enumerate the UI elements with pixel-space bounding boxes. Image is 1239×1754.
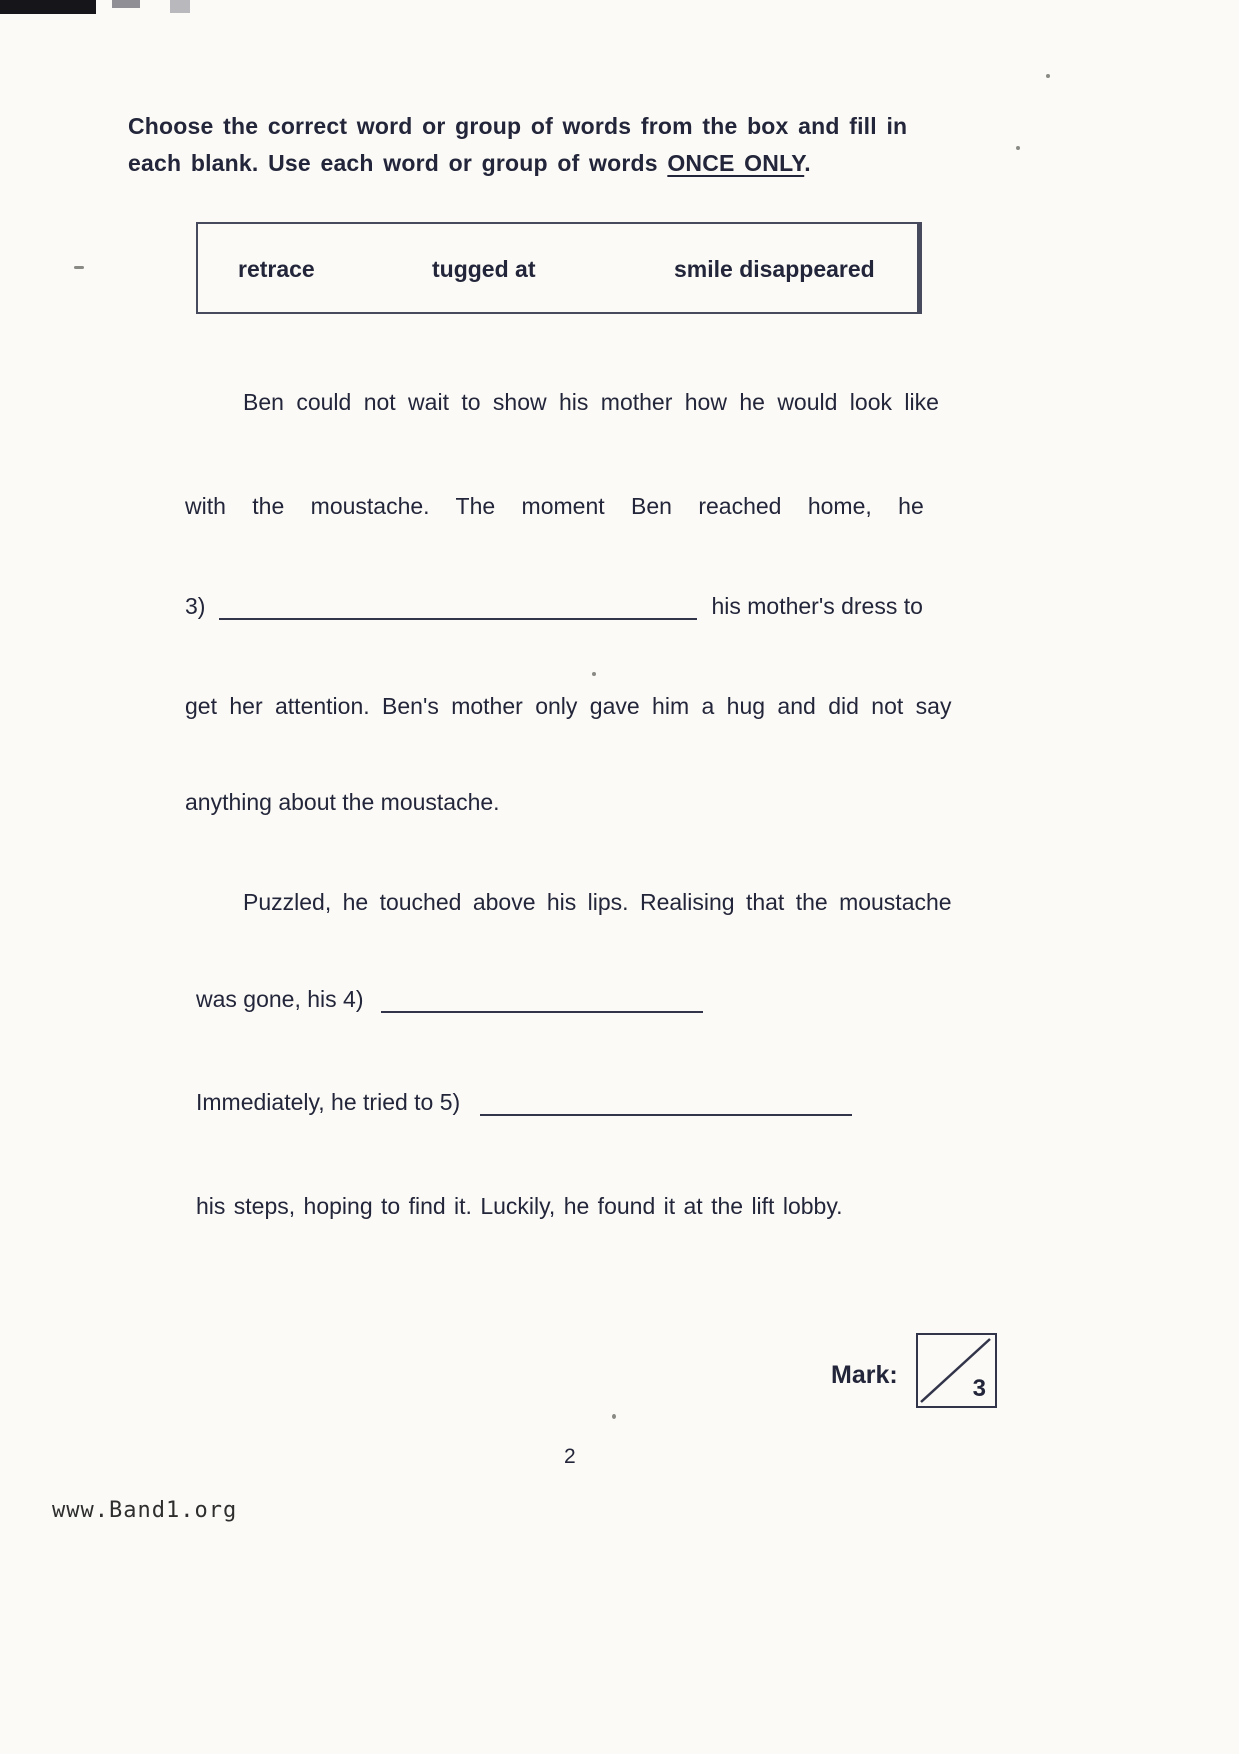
scan-speck <box>612 1414 616 1419</box>
instructions-line-2 <box>128 149 811 178</box>
word-option-smile-disappeared: smile disappeared <box>674 256 875 282</box>
word-option-retrace: retrace <box>238 256 315 282</box>
blank-4-prefix: was gone, his 4) <box>196 986 364 1012</box>
instructions-period: . <box>804 150 811 176</box>
word-option-tugged-at: tugged at <box>432 256 536 282</box>
body-line-5: anything about the moustache. <box>185 789 500 815</box>
blank-line-4 <box>381 1003 703 1013</box>
blank-line-3 <box>219 610 697 620</box>
mark-box <box>916 1333 997 1408</box>
scan-speck <box>592 672 596 676</box>
body-line-6: Puzzled, he touched above his lips. Realising that the moustache <box>243 889 952 915</box>
body-line-8 <box>196 1088 852 1117</box>
blank-5-prefix: Immediately, he tried to 5) <box>196 1089 461 1115</box>
site-watermark: www.Band1.org <box>52 1498 238 1523</box>
scan-speck <box>1046 74 1050 78</box>
body-line-3-after: his mother's dress to <box>711 593 923 619</box>
instructions-line-1: Choose the correct word or group of words from the box and fill in <box>128 113 908 139</box>
body-line-4: get her attention. Ben's mother only gave him a hug and did not say <box>185 693 952 719</box>
scan-artifact-bar <box>0 0 96 14</box>
instructions-once-only: ONCE ONLY <box>667 150 805 176</box>
blank-line-5 <box>480 1106 852 1116</box>
body-line-2: with the moustache. The moment Ben reached home, he <box>185 493 924 519</box>
scan-artifact-mark <box>112 0 140 8</box>
word-bank-box <box>196 222 922 314</box>
scan-artifact-mark <box>170 0 190 13</box>
scan-speck <box>74 266 84 269</box>
body-line-7 <box>196 985 703 1014</box>
instructions-line-2-text: each blank. Use each word or group of words <box>128 150 668 176</box>
scan-speck <box>1016 146 1020 150</box>
body-line-1: Ben could not wait to show his mother how he would look like <box>243 389 939 415</box>
page-number: 2 <box>564 1445 576 1468</box>
mark-label: Mark: <box>831 1361 898 1389</box>
body-line-9: his steps, hoping to find it. Luckily, he found it at the lift lobby. <box>196 1193 843 1219</box>
blank-3-number: 3) <box>185 593 206 619</box>
body-line-3 <box>185 592 923 621</box>
mark-score: 3 <box>972 1375 986 1402</box>
